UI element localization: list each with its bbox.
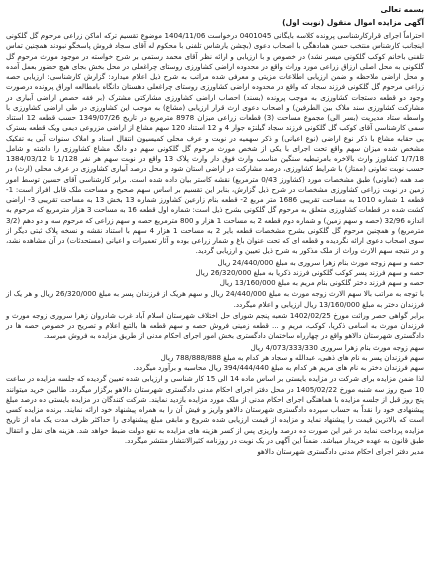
notice-signature: مدیر دفتر اجرای احکام مدنی دادگستری شهرستان دالاهو <box>257 447 424 456</box>
final-share-daughters: سهم فرزندان دختر به نام های مریم هر کدام به مبلغ 394/444/440 ریال محاسبه و برآورد میگردد. <box>133 363 424 372</box>
final-share-sons: سهم فرزندان پسر به نام های ذهبی، عبدالله و سجاد هر کدام به مبلغ 788/888/888 ریال <box>160 352 424 362</box>
share-line-daughter: حصه و سهم فرزند دختر گلکونی بنام مریم به مبلغ 13/160/000 ریال <box>219 278 424 287</box>
notice-title: آگهی مزایده اموال منقول (نوبت اول) <box>282 18 424 27</box>
final-share-spouse: سهم زوجه مورث بنام زهرا سروری 4/073/333/330 ریال <box>250 342 424 352</box>
notice-paragraph-auction-terms: لذا ضمن مزایده برای شرکت در مزایده بایستی بر اساس ماده 14 الی 15 کار شناسی و ارزیابی شده تعیین گردیده که جلسه مزایده در ساعت 10 صبح روز سه شنبه مورخ 1405/02/22 در محل دفتر اجرای احکام مدنی دادگستری شهرستان دالاهو برگزار میگردد. طالبین خرید میتوانند پنج روز قبل از جلسه مزایده با هماهنگی اجرای احکام مدنی از ملک مورد مزایده بازدید نمایند. شرکت کنندگان در مزایده بایستی ده درصد مبلغ پیشنهادی خود را نقداً به حساب سپرده دادگستری شهرستان دالاهو واریز و فیش آن را به همراه پیشنهاد خود ارائه نمایند. برنده مزایده کسی است که بالاترین قیمت را پیشنهاد نماید و مزایده از قیمت ارزیابی شده شروع و مابقی مبلغ پیشنهادی را حداکثر ظرف مدت یک ماه از تاریخ مزایده پرداخت نماید در غیر این صورت ده درصد واریزی پس از کسر هزینه های مزایده به نفع دولت ضبط خواهد شد. هزینه های نقل و انتقال طبق قانون به عهده خریدار میباشد. ضمناً این آگهی در یک نوبت در روزنامه کثیرالانتشار منتشر میگردد. <box>6 374 425 445</box>
share-line-son: حصه و سهم فرزند پسر کوکب گلکونی فرزند ذکریا به مبلغ 26/320/000 ریال <box>195 267 424 277</box>
notice-paragraph-expert-report: احتراماً اجرای قرارکارشناسی پرونده کلاسه بایگانی 0401045 درخواست 1404/11/06 موضوع تقسیم ترکه اماکن زراعی مرحوم گل گلکونی اینجانب کارشناس منتخب حسن همادهگی با اصحاب دعوی (بچشن یارشاس تلفنی با محکوم له آقای سجاد فروش پاسخگو نبودند همچنین تماس تلفنی باخانم کوکب گلکونی میسر نشد) در خصوص و با ارزیابی و ارائه نظر آقای محمد رستمی بر شرح خواسته در موجود مورث مرحوم گل گلکونی به محل اصلی ارزاق زراعی مورد وراث واقع در محدوده اراضی کشاورزی روستای چراغعلی در محل بخش بجای هیچ حضور بعمل آمده و محل اراضی ملاحظه و ضمن ارزیابی اطلاعات مزیتی و معرفی شده مراتب به شرح ذیل اعلام میدارد: گزارش کارشناسی: ارزیابی حصه زراعی مرحوم گل گلکونی فرزند سجاد که واقع در محدوده اراضی کشاورزی روستای چراغعلی دهستان دانگاه بامطالعه اوراق پرونده درصورت وجود دو قطعه دستجات کشاورزی به موجب پرونده (بسند) احصاب اراضی کشاورزی مشارکتی مشترک (بر فقه حصص اراضی آبیاری در مشارکت کشاورزی سند ملاک بین الطرفین) و اصحاب دعوی ارث قرار ارزیابی (مشاع) به موجب این کشاورزی در طی اراضی کشاورزی با واسطه ستاد مدیریت (بسر الی) مجموع مساحت (3) قطعات زراعی میزان 8978 مترمربع در تاریخ 1349/07/26 حسب قطعه 12 استناد سمی کارشناسی آقای کوکب گل گلکونی فرزند سجاد گیلنژه جوار 4 و 12 استناد 120 سهم مشاع از اراضی مزروعی دیمی ویک قطعه بسترک بی حقابه مشاع با ذکر نوع اراضی (نوع اعیانی) و ذکر سهمیه در نوبت و عرف محلی کمیسیون انتقال اسناد و املاک سنوات آبی به تفکیک مشخص شده میزان سهم واقع تحت اجرای با یکی از شخص مورث مرحوم گل گلکونی سهم دو دانگ مشاع کشاورزی را داشته و شامل 1/7/18 کشاورز وارث بالاخره بامرتبطیه سنگین مناسب وارث فوق دار وارث پلاک 13 واقع در نوبت سهم هر نفر 1/128 تا 1384/03/12 حسب نوبت تعاونی (ممتاز) با شرایط کشاورزی، درصد مشارکت در اراضی استان شود و محل درصد آبیاری کشاورزی در عرف محلی (ارث) در صد همه (تعاونی) طبق مشخصات مورد (کشاورز 0/43 مترمربع) نقشه کاستر بیان داده شده است. برابر کارشناسی آقای حسین توسط امور زمین در نوبت زراعی کشاورزی مشخصات در شرح ذیل گزارش، بنابر این تقسیم بر اساس سهم صحیح و مساحت ملک قابل افراز است: 1- قطعه 1 شماره 1010 به مساحت تقریبی 1686 متر مربع 2- قطعه بنام زارعین کشاورز شماره 13 بخش 13 به مساحت تقریبی 3- اراضی کشت شده در قطعات کشاورزی متعلق به مرحوم گل گلکونی بشرح ذیل است: شماره اول قطعه 16 به مساحت 3 هزار مترمربع که مرحوم به اندازه 32/96 (حصه و سهم زمین) و شماره دوم قطعه 2 به مساحت 1 هزار و 800 مترمربع حصه و سهم زراعی که مرحوم سه و دو دهم (3/2 مترمربع) و همچنین مرحوم گل گلکونی بشرح مشخصات قطعه بایر 2 به مساحت 1 هزار 4 سهم با استناد نقشه و نسخه پلاک ثبتی دیگر از سوی اصحاب دعوی ارائه نگردیده و قطعه ای که تحت عنوان باغ و شمار زراعی بوده و آثار تعمیرات و اعیانی (مستحدثات) در آن مشاهده نشد، و در نتیجه سهم الارث وراث از ملک مذکور به شرح ذیل تعیین و ارزیابی گردید. <box>6 31 425 256</box>
basmala-heading: بسمه تعالی <box>380 5 424 14</box>
notice-paragraph-heirs: برابر گواهی حصر وراثت مورخ 1402/02/25 شعبه پنجم شورای حل اختلاف شهرستان اسلام آباد غرب شادروان زهرا سروری زوجه مورث و فرزندان مورث به اسامی ذکریا، کوکب، مریم و ... قطعه زمینی فروش حصه و سهم قطعه ها بالتبع اعلام و تصریح در خصوص حصه ها در دادگستری شهرستان دالاهو واقع در چهارراه ساختمان دادگستری بخش امور اجرای احکام مدنی از طریق مزایده به فروش میرسد. <box>6 310 424 341</box>
share-line-spouse: حصه و سهم زوجه مورث بنام زهرا سروری به مبلغ 24/440/000 ریال <box>217 257 424 267</box>
notice-paragraph-summary: با توجه به مراتب بالا سهم الارث زوجه مورث به مبلغ 24/440/000 ریال و سهم هریک از فرزندان پسر به مبلغ 26/320/000 ریال و هر یک از فرزندان دختر به مبلغ 13/160/000 ریال ارزیابی و اعلام میگردد. <box>6 289 425 309</box>
